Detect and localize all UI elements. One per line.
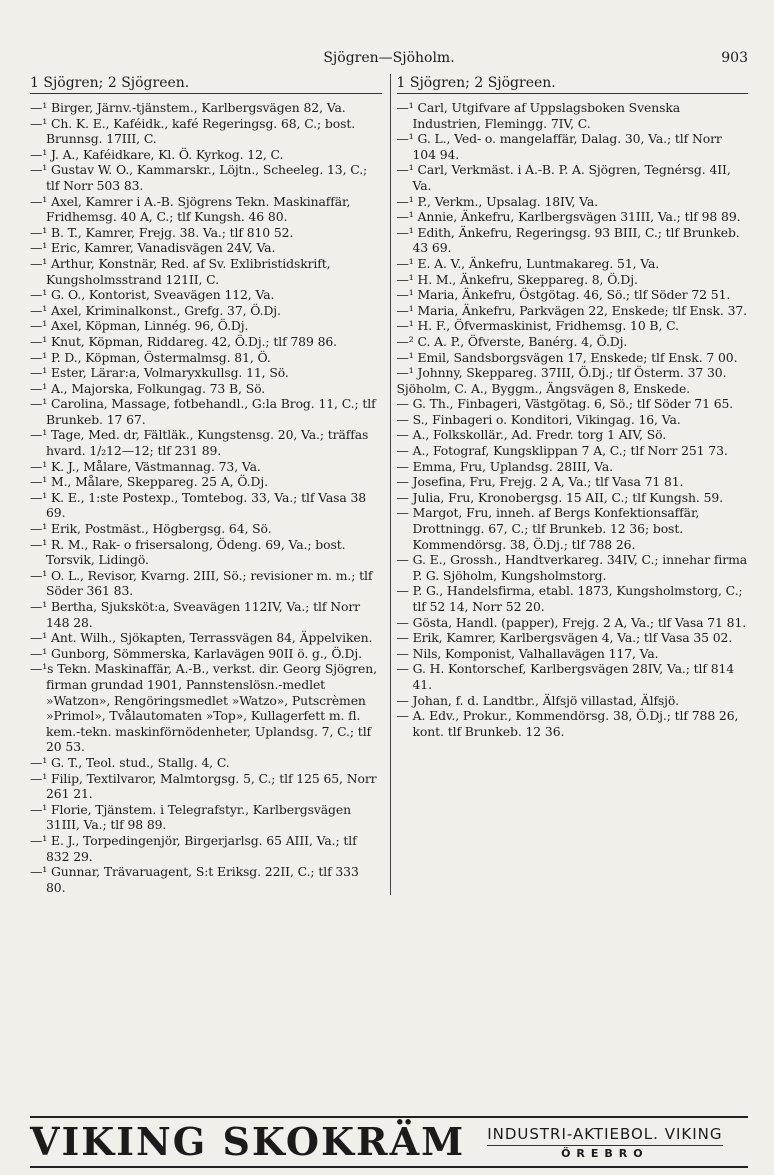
directory-entry: —¹ Carolina, Massage, fotbehandl., G:la Brog. 11, C.; tlf Brunkeb. 17 67. [30, 396, 376, 427]
directory-entry: —¹ Ch. K. E., Kaféidk., kafé Regeringsg. 68, C.; bost. Brunnsg. 17III, C. [30, 115, 356, 147]
directory-entry: — A., Fotograf, Kungsklippan 7 A, C.; tlf Norr 251 73. [396, 443, 728, 459]
right-entry-list [397, 100, 749, 739]
directory-entry: —¹ Edith, Änkefru, Regeringsg. 93 BIII, C.; tlf Brunkeb. 43 69. [396, 224, 740, 256]
ad-company: INDUSTRI-AKTIEBOL. VIKING [487, 1124, 723, 1143]
directory-entry: —¹ Florie, Tjänstem. i Telegrafstyr., Karlbergsvägen 31III, Va.; tlf 98 89. [30, 801, 351, 833]
directory-entry: —¹ Gunnar, Trävaruagent, S:t Eriksg. 22II, C.; tlf 333 80. [30, 864, 359, 895]
directory-entry: —¹ E. A. V., Änkefru, Luntmakareg. 51, Va. [396, 255, 660, 271]
directory-entry: — Erik, Kamrer, Karlbergsvägen 4, Va.; tlf Vasa 35 02. [396, 630, 733, 646]
directory-entry: —¹ G. O., Kontorist, Sveavägen 112, Va. [30, 287, 275, 303]
directory-entry: —¹ Carl, Verkmäst. i A.-B. P. A. Sjögren, Tegnérsg. 4II, Va. [396, 162, 731, 193]
directory-entry: —¹ Ester, Lärar:a, Volmaryxkullsg. 11, Sö. [30, 365, 289, 381]
directory-entry: —¹ Knut, Köpman, Riddareg. 42, Ö.Dj.; tlf 789 86. [30, 333, 337, 349]
directory-entry: — Nils, Komponist, Valhallavägen 117, Va. [396, 645, 659, 661]
directory-entry: — A., Folkskollär., Ad. Fredr. torg 1 AIV, Sö. [396, 427, 667, 443]
directory-entry: —¹ Birger, Järnv.-tjänstem., Karlbergsvägen 82, Va. [30, 100, 346, 115]
directory-entry: — Josefina, Fru, Frejg. 2 A, Va.; tlf Vasa 71 81. [396, 474, 684, 490]
directory-entry: —¹ Emil, Sandsborgsvägen 17, Enskede; tlf Ensk. 7 00. [396, 349, 738, 365]
left-column [30, 74, 382, 895]
directory-entry: —¹ Tage, Med. dr, Fältläk., Kungstensg. 20, Va.; träffas hvard. 1/₂12—12; tlf 231 89. [30, 427, 369, 459]
directory-entry: — Julia, Fru, Kronobergsg. 15 AII, C.; tlf Kungsh. 59. [396, 489, 723, 505]
directory-entry: —¹ Bertha, Sjuksköt:a, Sveavägen 112IV, Va.; tlf Norr 148 28. [30, 599, 360, 630]
directory-entry: —¹ K. J., Målare, Västmannag. 73, Va. [30, 458, 261, 474]
directory-entry: —¹ Maria, Änkefru, Parkvägen 22, Enskede; tlf Ensk. 37. [396, 302, 748, 318]
directory-entry: —¹ G. T., Teol. stud., Stallg. 4, C. [30, 754, 230, 770]
directory-entry: —¹s Tekn. Maskinaffär, A.-B., verkst. dir. Georg Sjögren, firman grundad 1901, Pannstenslösn.-medlet »Watzon», Rengöringsmedlet »Watzo», Putscrèmen »Primol», Tvålautomaten »Top», Kullagerfett m. fl. kem.-tekn. maskinförnödenheter, Uplandsg. 7, C.; tlf 20 53. [30, 661, 377, 755]
directory-entry: —¹ A., Majorska, Folkungag. 73 B, Sö. [30, 380, 266, 396]
directory-entry: — S., Finbageri o. Konditori, Vikingag. 16, Va. [396, 411, 681, 427]
directory-entry: —¹ Filip, Textilvaror, Malmtorgsg. 5, C.; tlf 125 65, Norr 261 21. [30, 770, 377, 802]
directory-entry: —¹ Annie, Änkefru, Karlbergsvägen 31III, Va.; tlf 98 89. [396, 209, 741, 225]
directory-entry: — P. G., Handelsfirma, etabl. 1873, Kungsholmstorg, C.; tlf 52 14, Norr 52 20. [396, 583, 743, 614]
page-number: 903 [721, 50, 748, 66]
ad-city: ÖREBRO [487, 1145, 722, 1160]
directory-entry: —¹ Arthur, Konstnär, Red. af Sv. Exlibristidskrift, Kungsholmsstrand 121II, C. [30, 255, 331, 287]
directory-entry: —¹ Axel, Kamrer i A.-B. Sjögrens Tekn. Maskinaffär, Fridhemsg. 40 A, C.; tlf Kungsh. 46 80. [30, 193, 351, 225]
directory-entry: —¹ K. E., 1:ste Postexp., Tomtebog. 33, Va.; tlf Vasa 38 69. [30, 489, 367, 521]
ad-brand: VIKING SKOKRÄM [30, 1119, 466, 1164]
directory-entry: — G. Th., Finbageri, Västgötag. 6, Sö.; tlf Söder 71 65. [396, 396, 734, 412]
directory-entry: — Gösta, Handl. (papper), Frejg. 2 A, Va.; tlf Vasa 71 81. [396, 614, 747, 630]
directory-entry: —¹ Erik, Postmäst., Högbergsg. 64, Sö. [30, 521, 272, 537]
directory-entry: —¹ Gunborg, Sömmerska, Karlavägen 90II ö. g., Ö.Dj. [30, 645, 362, 661]
directory-entry: —¹ Axel, Köpman, Linnég. 96, Ö.Dj. [30, 318, 249, 334]
directory-entry: —¹ Gustav W. O., Kammarskr., Löjtn., Scheeleg. 13, C.; tlf Norr 503 83. [30, 162, 368, 193]
directory-entry: —² C. A. P., Öfverste, Banérg. 4, Ö.Dj. [396, 333, 628, 349]
directory-entry: —¹ E. J., Torpedingenjör, Birgerjarlsg. 65 AIII, Va.; tlf 832 29. [30, 832, 357, 864]
directory-entry: —¹ R. M., Rak- o frisersalong, Ödeng. 69, Va.; bost. Torsvik, Lidingö. [30, 536, 346, 568]
right-column [390, 74, 749, 895]
directory-entry: — Emma, Fru, Uplandsg. 28III, Va. [396, 458, 613, 474]
directory-entry: Sjöholm, C. A., Byggm., Ängsvägen 8, Enskede. [396, 380, 691, 396]
directory-entry: —¹ O. L., Revisor, Kvarng. 2III, Sö.; revisioner m. m.; tlf Söder 361 83. [30, 567, 373, 599]
directory-entry: — Johan, f. d. Landtbr., Älfsjö villastad, Älfsjö. [396, 692, 679, 708]
page-header [30, 50, 748, 74]
directory-entry: —¹ Johnny, Skeppareg. 37III, Ö.Dj.; tlf Österm. 37 30. [396, 365, 727, 381]
advertisement [30, 1116, 748, 1168]
directory-entry: —¹ Axel, Kriminalkonst., Grefg. 37, Ö.Dj. [30, 302, 281, 318]
directory-entry: —¹ G. L., Ved- o. mangelaffär, Dalag. 30, Va.; tlf Norr 104 94. [396, 131, 722, 162]
directory-entry: —¹ M., Målare, Skeppareg. 25 A, Ö.Dj. [30, 474, 268, 490]
directory-entry: —¹ Ant. Wilh., Sjökapten, Terrassvägen 84, Äppelviken. [30, 630, 373, 646]
right-column-head: 1 Sjögren; 2 Sjögreen. [397, 74, 749, 94]
directory-entry: — G. H. Kontorschef, Karlbergsvägen 28IV, Va.; tlf 814 41. [396, 661, 735, 692]
ad-tagline [487, 1125, 722, 1160]
directory-entry: — G. E., Grossh., Handtverkareg. 34IV, C.; innehar firma P. G. Sjöholm, Kungsholmstorg. [396, 552, 748, 583]
directory-entry: —¹ Maria, Änkefru, Östgötag. 46, Sö.; tlf Söder 72 51. [396, 287, 731, 303]
left-column-head: 1 Sjögren; 2 Sjögreen. [30, 74, 382, 94]
directory-entry: — Margot, Fru, inneh. af Bergs Konfektionsaffär, Drottningg. 67, C.; tlf Brunkeb. 12 36; bost. Kommendörsg. 38, Ö.Dj.; tlf 788 26. [396, 505, 700, 552]
directory-entry: —¹ B. T., Kamrer, Frejg. 38. Va.; tlf 810 52. [30, 224, 294, 240]
columns [30, 74, 748, 895]
directory-entry: —¹ P., Verkm., Upsalag. 18IV, Va. [396, 193, 599, 209]
directory-entry: —¹ Eric, Kamrer, Vanadisvägen 24V, Va. [30, 240, 276, 256]
directory-entry: —¹ P. D., Köpman, Östermalmsg. 81, Ö. [30, 349, 271, 365]
directory-entry: —¹ Carl, Utgifvare af Uppslagsboken Svenska Industrien, Flemingg. 7IV, C. [396, 100, 681, 131]
directory-entry: —¹ J. A., Kaféidkare, Kl. Ö. Kyrkog. 12, C. [30, 146, 284, 162]
directory-entry: —¹ H. F., Öfvermaskinist, Fridhemsg. 10 B, C. [396, 318, 679, 334]
running-title: Sjögren—Sjöholm. [323, 50, 455, 66]
directory-entry: — A. Edv., Prokur., Kommendörsg. 38, Ö.Dj.; tlf 788 26, kont. tlf Brunkeb. 12 36. [396, 708, 739, 739]
left-entry-list [30, 100, 382, 895]
directory-entry: —¹ H. M., Änkefru, Skeppareg. 8, Ö.Dj. [396, 271, 638, 287]
